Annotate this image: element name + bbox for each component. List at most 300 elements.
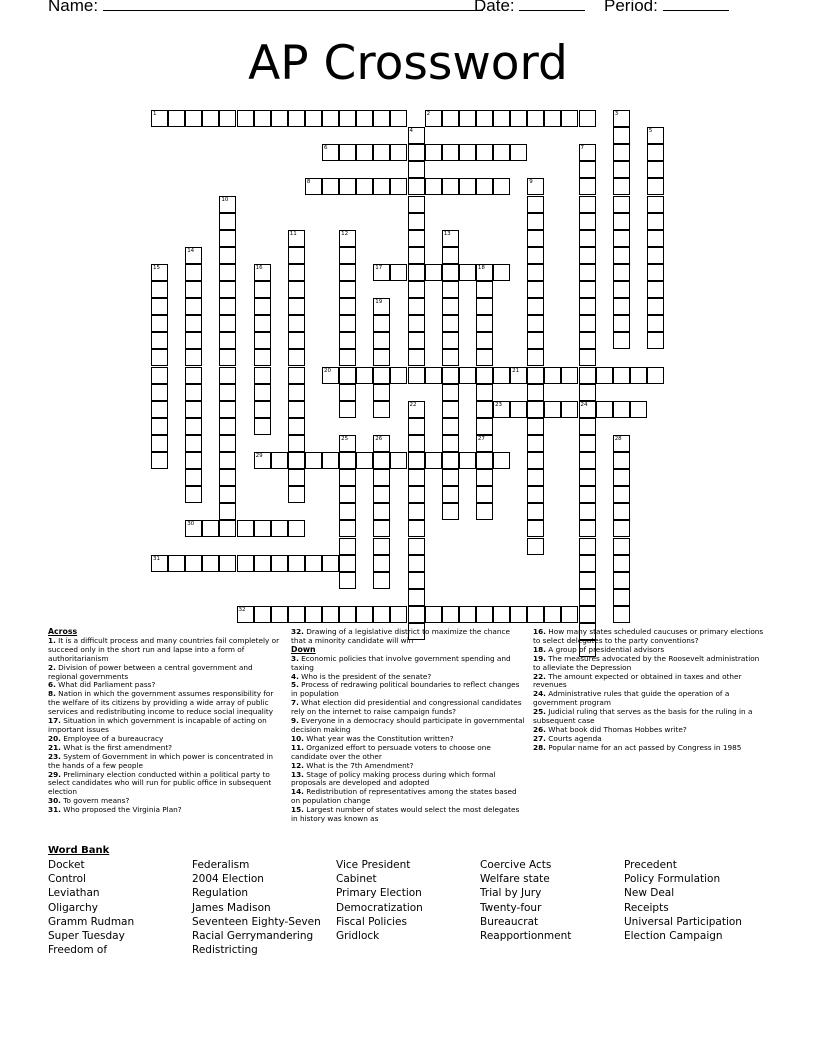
crossword-cell[interactable] [254,367,271,384]
crossword-cell[interactable] [613,213,630,230]
crossword-cell[interactable] [476,264,493,281]
crossword-cell[interactable] [613,452,630,469]
crossword-cell[interactable] [151,332,168,349]
crossword-cell[interactable] [185,298,202,315]
crossword-cell[interactable] [339,367,356,384]
crossword-cell[interactable] [356,110,373,127]
crossword-cell[interactable] [613,264,630,281]
crossword-cell[interactable] [476,452,493,469]
crossword-cell[interactable] [476,332,493,349]
crossword-cell[interactable] [613,606,630,623]
crossword-cell[interactable] [305,110,322,127]
crossword-cell[interactable] [288,606,305,623]
crossword-cell[interactable] [527,520,544,537]
crossword-cell[interactable] [168,110,185,127]
crossword-cell[interactable] [219,264,236,281]
crossword-cell[interactable] [288,110,305,127]
crossword-cell[interactable] [219,196,236,213]
crossword-cell[interactable] [527,281,544,298]
crossword-cell[interactable] [510,367,527,384]
crossword-cell[interactable] [527,332,544,349]
crossword-cell[interactable] [493,452,510,469]
crossword-cell[interactable] [527,418,544,435]
crossword-cell[interactable] [373,384,390,401]
crossword-cell[interactable] [185,247,202,264]
crossword-cell[interactable] [459,606,476,623]
crossword-cell[interactable] [322,144,339,161]
crossword-cell[interactable] [408,555,425,572]
crossword-cell[interactable] [339,315,356,332]
crossword-cell[interactable] [561,401,578,418]
crossword-cell[interactable] [579,401,596,418]
crossword-cell[interactable] [408,315,425,332]
crossword-cell[interactable] [647,247,664,264]
crossword-cell[interactable] [254,281,271,298]
crossword-cell[interactable] [219,332,236,349]
crossword-cell[interactable] [219,213,236,230]
crossword-cell[interactable] [288,349,305,366]
crossword-cell[interactable] [151,349,168,366]
crossword-cell[interactable] [476,435,493,452]
crossword-cell[interactable] [219,367,236,384]
crossword-cell[interactable] [390,178,407,195]
crossword-cell[interactable] [510,401,527,418]
crossword-cell[interactable] [408,589,425,606]
crossword-cell[interactable] [459,178,476,195]
crossword-cell[interactable] [185,520,202,537]
crossword-cell[interactable] [288,230,305,247]
crossword-cell[interactable] [373,110,390,127]
crossword-cell[interactable] [647,196,664,213]
crossword-cell[interactable] [493,110,510,127]
crossword-cell[interactable] [527,264,544,281]
crossword-cell[interactable] [151,452,168,469]
crossword-cell[interactable] [356,144,373,161]
crossword-cell[interactable] [390,110,407,127]
crossword-cell[interactable] [288,281,305,298]
crossword-cell[interactable] [408,418,425,435]
crossword-cell[interactable] [219,315,236,332]
crossword-cell[interactable] [613,520,630,537]
crossword-cell[interactable] [237,555,254,572]
crossword-cell[interactable] [219,486,236,503]
crossword-cell[interactable] [459,110,476,127]
crossword-cell[interactable] [613,281,630,298]
crossword-cell[interactable] [219,520,236,537]
crossword-cell[interactable] [527,367,544,384]
crossword-cell[interactable] [339,349,356,366]
crossword-cell[interactable] [390,264,407,281]
crossword-cell[interactable] [373,367,390,384]
crossword-cell[interactable] [510,110,527,127]
crossword-cell[interactable] [219,452,236,469]
crossword-cell[interactable] [408,178,425,195]
crossword-cell[interactable] [493,401,510,418]
crossword-cell[interactable] [288,520,305,537]
crossword-cell[interactable] [271,452,288,469]
crossword-cell[interactable] [373,503,390,520]
crossword-cell[interactable] [288,486,305,503]
crossword-cell[interactable] [459,144,476,161]
crossword-cell[interactable] [408,469,425,486]
crossword-cell[interactable] [254,384,271,401]
crossword-cell[interactable] [579,589,596,606]
crossword-cell[interactable] [373,401,390,418]
crossword-cell[interactable] [425,367,442,384]
crossword-cell[interactable] [442,606,459,623]
crossword-cell[interactable] [527,196,544,213]
crossword-cell[interactable] [254,349,271,366]
crossword-cell[interactable] [579,196,596,213]
crossword-cell[interactable] [339,606,356,623]
crossword-cell[interactable] [408,298,425,315]
crossword-cell[interactable] [339,469,356,486]
crossword-cell[interactable] [425,110,442,127]
crossword-cell[interactable] [288,401,305,418]
crossword-cell[interactable] [373,298,390,315]
crossword-cell[interactable] [579,367,596,384]
crossword-cell[interactable] [442,349,459,366]
crossword-cell[interactable] [527,503,544,520]
crossword-cell[interactable] [408,161,425,178]
crossword-cell[interactable] [442,110,459,127]
crossword-cell[interactable] [151,315,168,332]
crossword-cell[interactable] [579,110,596,127]
crossword-cell[interactable] [476,110,493,127]
crossword-cell[interactable] [425,452,442,469]
crossword-cell[interactable] [425,178,442,195]
crossword-cell[interactable] [527,247,544,264]
crossword-cell[interactable] [339,178,356,195]
crossword-cell[interactable] [408,264,425,281]
crossword-cell[interactable] [373,469,390,486]
crossword-cell[interactable] [579,213,596,230]
crossword-cell[interactable] [647,367,664,384]
crossword-cell[interactable] [339,298,356,315]
crossword-cell[interactable] [647,315,664,332]
crossword-cell[interactable] [151,264,168,281]
crossword-cell[interactable] [288,298,305,315]
crossword-cell[interactable] [168,555,185,572]
crossword-cell[interactable] [219,384,236,401]
crossword-cell[interactable] [202,110,219,127]
crossword-cell[interactable] [527,110,544,127]
crossword-cell[interactable] [373,349,390,366]
crossword-cell[interactable] [613,247,630,264]
crossword-cell[interactable] [527,298,544,315]
crossword-cell[interactable] [442,486,459,503]
crossword-cell[interactable] [151,281,168,298]
crossword-cell[interactable] [271,606,288,623]
crossword-cell[interactable] [579,144,596,161]
crossword-cell[interactable] [390,367,407,384]
crossword-cell[interactable] [408,503,425,520]
crossword-cell[interactable] [219,401,236,418]
crossword-cell[interactable] [476,178,493,195]
crossword-cell[interactable] [185,332,202,349]
crossword-cell[interactable] [579,452,596,469]
crossword-cell[interactable] [579,538,596,555]
crossword-cell[interactable] [459,264,476,281]
crossword-cell[interactable] [339,452,356,469]
crossword-cell[interactable] [476,298,493,315]
crossword-cell[interactable] [613,589,630,606]
crossword-cell[interactable] [202,555,219,572]
crossword-cell[interactable] [151,298,168,315]
crossword-cell[interactable] [373,486,390,503]
crossword-cell[interactable] [254,555,271,572]
crossword-cell[interactable] [476,418,493,435]
crossword-cell[interactable] [185,281,202,298]
crossword-cell[interactable] [459,452,476,469]
crossword-cell[interactable] [408,349,425,366]
crossword-cell[interactable] [322,367,339,384]
crossword-cell[interactable] [544,110,561,127]
crossword-cell[interactable] [561,606,578,623]
crossword-cell[interactable] [408,127,425,144]
crossword-cell[interactable] [527,401,544,418]
crossword-cell[interactable] [613,367,630,384]
crossword-cell[interactable] [390,452,407,469]
crossword-cell[interactable] [579,230,596,247]
crossword-cell[interactable] [579,247,596,264]
crossword-cell[interactable] [219,435,236,452]
crossword-cell[interactable] [373,606,390,623]
crossword-cell[interactable] [373,435,390,452]
crossword-cell[interactable] [339,486,356,503]
crossword-cell[interactable] [647,230,664,247]
crossword-cell[interactable] [527,452,544,469]
crossword-cell[interactable] [322,178,339,195]
crossword-cell[interactable] [408,144,425,161]
crossword-cell[interactable] [613,332,630,349]
crossword-cell[interactable] [373,555,390,572]
crossword-cell[interactable] [493,367,510,384]
crossword-cell[interactable] [271,110,288,127]
crossword-cell[interactable] [493,264,510,281]
crossword-cell[interactable] [613,401,630,418]
crossword-cell[interactable] [476,486,493,503]
crossword-cell[interactable] [339,572,356,589]
crossword-cell[interactable] [322,110,339,127]
crossword-cell[interactable] [322,606,339,623]
crossword-cell[interactable] [219,281,236,298]
crossword-cell[interactable] [408,281,425,298]
crossword-cell[interactable] [339,520,356,537]
crossword-cell[interactable] [254,520,271,537]
crossword-cell[interactable] [544,401,561,418]
crossword-cell[interactable] [442,144,459,161]
crossword-cell[interactable] [613,555,630,572]
crossword-cell[interactable] [408,247,425,264]
crossword-cell[interactable] [339,230,356,247]
crossword-cell[interactable] [647,178,664,195]
crossword-cell[interactable] [527,315,544,332]
crossword-cell[interactable] [442,418,459,435]
crossword-cell[interactable] [185,401,202,418]
crossword-cell[interactable] [219,230,236,247]
crossword-cell[interactable] [613,144,630,161]
crossword-cell[interactable] [442,401,459,418]
crossword-cell[interactable] [185,315,202,332]
crossword-cell[interactable] [527,606,544,623]
crossword-cell[interactable] [579,572,596,589]
crossword-cell[interactable] [151,555,168,572]
crossword-cell[interactable] [613,127,630,144]
crossword-cell[interactable] [151,384,168,401]
crossword-cell[interactable] [219,418,236,435]
crossword-cell[interactable] [442,264,459,281]
crossword-cell[interactable] [185,384,202,401]
crossword-cell[interactable] [373,144,390,161]
crossword-cell[interactable] [408,486,425,503]
crossword-cell[interactable] [219,110,236,127]
crossword-cell[interactable] [356,367,373,384]
crossword-cell[interactable] [579,315,596,332]
crossword-cell[interactable] [408,367,425,384]
crossword-cell[interactable] [390,606,407,623]
crossword-cell[interactable] [647,264,664,281]
crossword-cell[interactable] [288,367,305,384]
crossword-cell[interactable] [613,486,630,503]
crossword-cell[interactable] [579,298,596,315]
crossword-cell[interactable] [544,367,561,384]
crossword-cell[interactable] [185,349,202,366]
crossword-cell[interactable] [408,435,425,452]
crossword-cell[interactable] [579,486,596,503]
crossword-cell[interactable] [408,606,425,623]
crossword-cell[interactable] [579,435,596,452]
crossword-cell[interactable] [185,486,202,503]
crossword-cell[interactable] [373,315,390,332]
crossword-cell[interactable] [613,161,630,178]
crossword-cell[interactable] [219,555,236,572]
crossword-cell[interactable] [579,384,596,401]
crossword-cell[interactable] [185,367,202,384]
crossword-cell[interactable] [373,520,390,537]
crossword-cell[interactable] [185,469,202,486]
crossword-cell[interactable] [613,298,630,315]
crossword-cell[interactable] [527,469,544,486]
crossword-cell[interactable] [237,606,254,623]
crossword-cell[interactable] [322,452,339,469]
crossword-cell[interactable] [544,606,561,623]
crossword-cell[interactable] [185,555,202,572]
crossword-cell[interactable] [254,298,271,315]
crossword-cell[interactable] [476,401,493,418]
crossword-cell[interactable] [288,264,305,281]
crossword-cell[interactable] [493,144,510,161]
crossword-cell[interactable] [476,469,493,486]
crossword-cell[interactable] [647,298,664,315]
crossword-cell[interactable] [476,606,493,623]
crossword-cell[interactable] [373,332,390,349]
crossword-cell[interactable] [630,367,647,384]
crossword-cell[interactable] [613,178,630,195]
crossword-cell[interactable] [288,315,305,332]
crossword-cell[interactable] [373,572,390,589]
crossword-cell[interactable] [442,315,459,332]
crossword-cell[interactable] [442,247,459,264]
crossword-cell[interactable] [219,503,236,520]
crossword-cell[interactable] [561,367,578,384]
crossword-cell[interactable] [647,281,664,298]
crossword-cell[interactable] [579,503,596,520]
crossword-cell[interactable] [613,110,630,127]
crossword-cell[interactable] [647,144,664,161]
crossword-cell[interactable] [579,555,596,572]
crossword-cell[interactable] [527,486,544,503]
crossword-cell[interactable] [425,606,442,623]
crossword-cell[interactable] [613,315,630,332]
crossword-cell[interactable] [202,520,219,537]
crossword-cell[interactable] [647,213,664,230]
crossword-cell[interactable] [288,435,305,452]
crossword-cell[interactable] [579,264,596,281]
crossword-cell[interactable] [151,110,168,127]
crossword-cell[interactable] [254,401,271,418]
crossword-cell[interactable] [527,384,544,401]
crossword-cell[interactable] [390,144,407,161]
crossword-cell[interactable] [356,606,373,623]
crossword-cell[interactable] [408,213,425,230]
crossword-cell[interactable] [408,332,425,349]
crossword-cell[interactable] [442,281,459,298]
crossword-cell[interactable] [442,452,459,469]
crossword-cell[interactable] [476,503,493,520]
crossword-cell[interactable] [527,349,544,366]
crossword-cell[interactable] [339,435,356,452]
crossword-cell[interactable] [254,110,271,127]
crossword-cell[interactable] [579,469,596,486]
crossword-cell[interactable] [254,418,271,435]
crossword-cell[interactable] [442,332,459,349]
crossword-cell[interactable] [288,555,305,572]
crossword-cell[interactable] [408,452,425,469]
crossword-cell[interactable] [271,555,288,572]
crossword-cell[interactable] [185,264,202,281]
crossword-cell[interactable] [596,367,613,384]
crossword-cell[interactable] [356,178,373,195]
crossword-cell[interactable] [408,230,425,247]
crossword-cell[interactable] [185,418,202,435]
crossword-cell[interactable] [151,435,168,452]
crossword-cell[interactable] [613,469,630,486]
crossword-cell[interactable] [339,247,356,264]
crossword-cell[interactable] [339,264,356,281]
crossword-cell[interactable] [630,401,647,418]
crossword-cell[interactable] [288,247,305,264]
crossword-cell[interactable] [647,127,664,144]
crossword-cell[interactable] [237,520,254,537]
crossword-cell[interactable] [647,332,664,349]
crossword-cell[interactable] [561,110,578,127]
crossword-cell[interactable] [288,452,305,469]
crossword-cell[interactable] [442,435,459,452]
crossword-cell[interactable] [271,520,288,537]
crossword-cell[interactable] [322,555,339,572]
crossword-cell[interactable] [579,418,596,435]
crossword-cell[interactable] [442,298,459,315]
crossword-cell[interactable] [237,110,254,127]
crossword-cell[interactable] [408,572,425,589]
crossword-cell[interactable] [254,452,271,469]
crossword-cell[interactable] [442,469,459,486]
crossword-cell[interactable] [373,452,390,469]
crossword-cell[interactable] [527,178,544,195]
crossword-cell[interactable] [527,435,544,452]
crossword-cell[interactable] [408,520,425,537]
